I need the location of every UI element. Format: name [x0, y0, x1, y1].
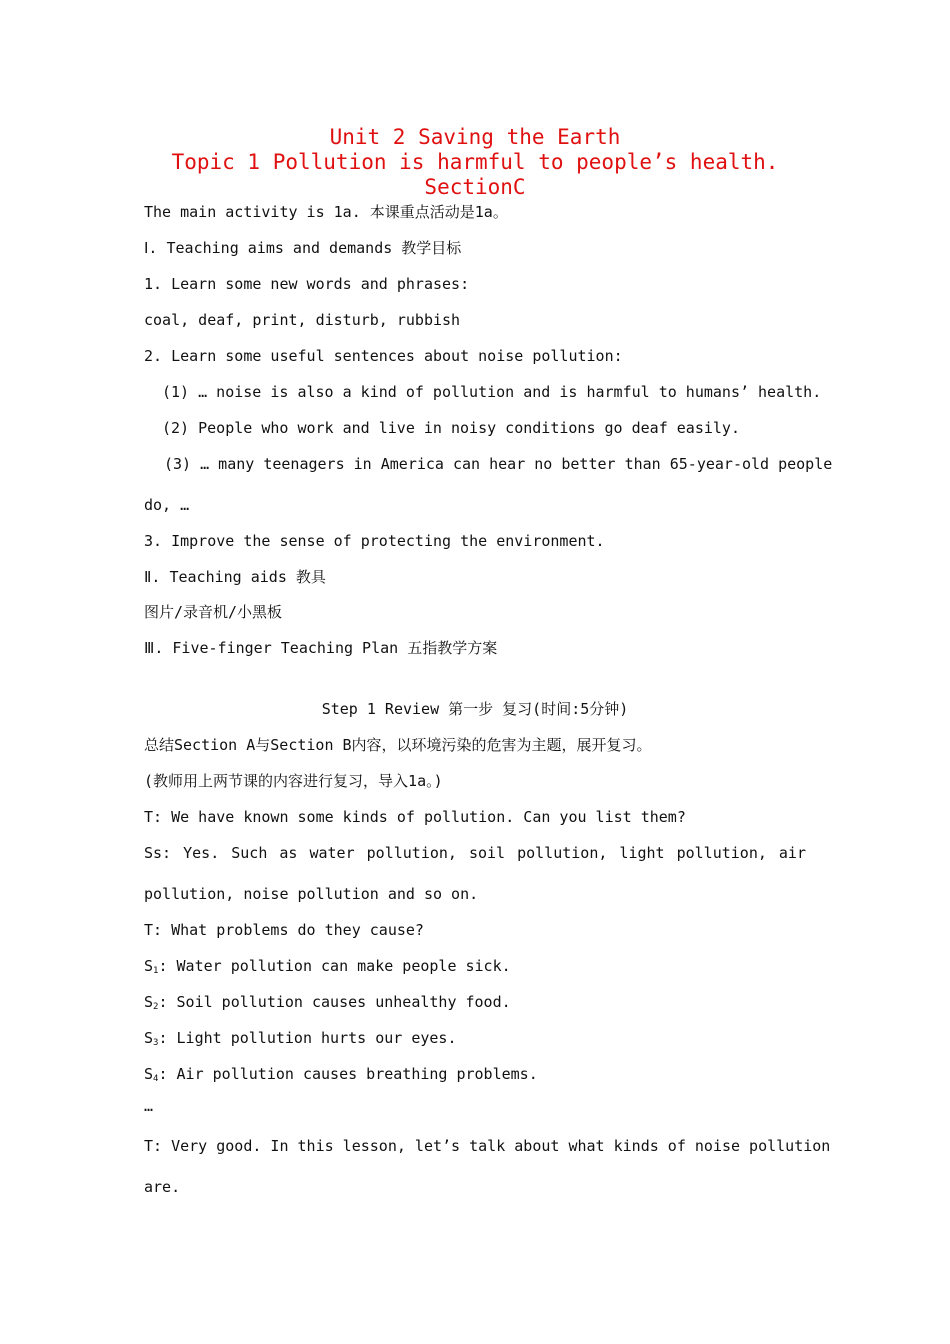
speaker-number: 1	[153, 966, 159, 976]
dialogue-teacher-1: T: We have known some kinds of pollution. Can you list them?	[144, 808, 686, 826]
dialogue-text: : Water pollution can make people sick.	[158, 957, 511, 975]
speaker-number: 3	[153, 1038, 159, 1048]
topic-title: Topic 1 Pollution is harmful to people’s health.	[171, 150, 779, 174]
dialogue-text: : Soil pollution causes unhealthy food.	[158, 993, 511, 1011]
aims-sentence-1: (1) … noise is also a kind of pollution and is harmful to humans’ health.	[162, 383, 822, 401]
dialogue-text: : Air pollution causes breathing problems.	[158, 1065, 538, 1083]
dialogue-teacher-3: T: Very good. In this lesson, let’s talk about what kinds of noise pollution	[144, 1137, 831, 1155]
step1-heading: Step 1 Review 第一步 复习(时间:5分钟)	[321, 700, 629, 718]
aims-words: coal, deaf, print, disturb, rubbish	[144, 311, 461, 329]
dialogue-student-4	[144, 1065, 538, 1083]
dialogue-teacher-2: T: What problems do they cause?	[144, 921, 424, 939]
intro-line: The main activity is 1a. 本课重点活动是1a。	[144, 203, 508, 221]
speaker-label: S	[144, 957, 154, 975]
dialogue-student-1	[144, 957, 511, 975]
dialogue-ellipsis: …	[144, 1097, 154, 1115]
aims-item-1: 1. Learn some new words and phrases:	[144, 275, 470, 293]
step1-note: (教师用上两节课的内容进行复习，导入1a。)	[144, 772, 443, 790]
aids-list: 图片/录音机/小黑板	[144, 603, 283, 621]
speaker-number: 2	[153, 1002, 159, 1012]
step1-summary: 总结Section A与Section B内容，以环境污染的危害为主题，展开复习。	[144, 736, 652, 754]
dialogue-text: : Light pollution hurts our eyes.	[158, 1029, 457, 1047]
unit-title: Unit 2 Saving the Earth	[329, 125, 621, 149]
speaker-label: S	[144, 1065, 154, 1083]
section-title: SectionC	[424, 175, 526, 199]
dialogue-student-2	[144, 993, 511, 1011]
aims-heading: Ⅰ. Teaching aims and demands 教学目标	[144, 239, 462, 257]
dialogue-students: Ss: Yes. Such as water pollution, soil pollution, light pollution, air	[144, 844, 806, 862]
aims-sentence-2: (2) People who work and live in noisy conditions go deaf easily.	[162, 419, 740, 437]
speaker-label: S	[144, 993, 154, 1011]
aims-item-2: 2. Learn some useful sentences about noise pollution:	[144, 347, 623, 365]
dialogue-students-cont: pollution, noise pollution and so on.	[144, 885, 479, 903]
aims-sentence-3-cont: do, …	[144, 496, 190, 514]
speaker-number: 4	[153, 1074, 159, 1084]
dialogue-teacher-3-cont: are.	[144, 1178, 181, 1196]
aims-sentence-3: (3) … many teenagers in America can hear no better than 65-year-old people	[164, 455, 833, 473]
aims-item-3: 3. Improve the sense of protecting the environment.	[144, 532, 605, 550]
aids-heading: Ⅱ. Teaching aids 教具	[144, 568, 326, 586]
dialogue-student-3	[144, 1029, 456, 1047]
speaker-label: S	[144, 1029, 154, 1047]
plan-heading: Ⅲ. Five-finger Teaching Plan 五指教学方案	[144, 639, 498, 657]
